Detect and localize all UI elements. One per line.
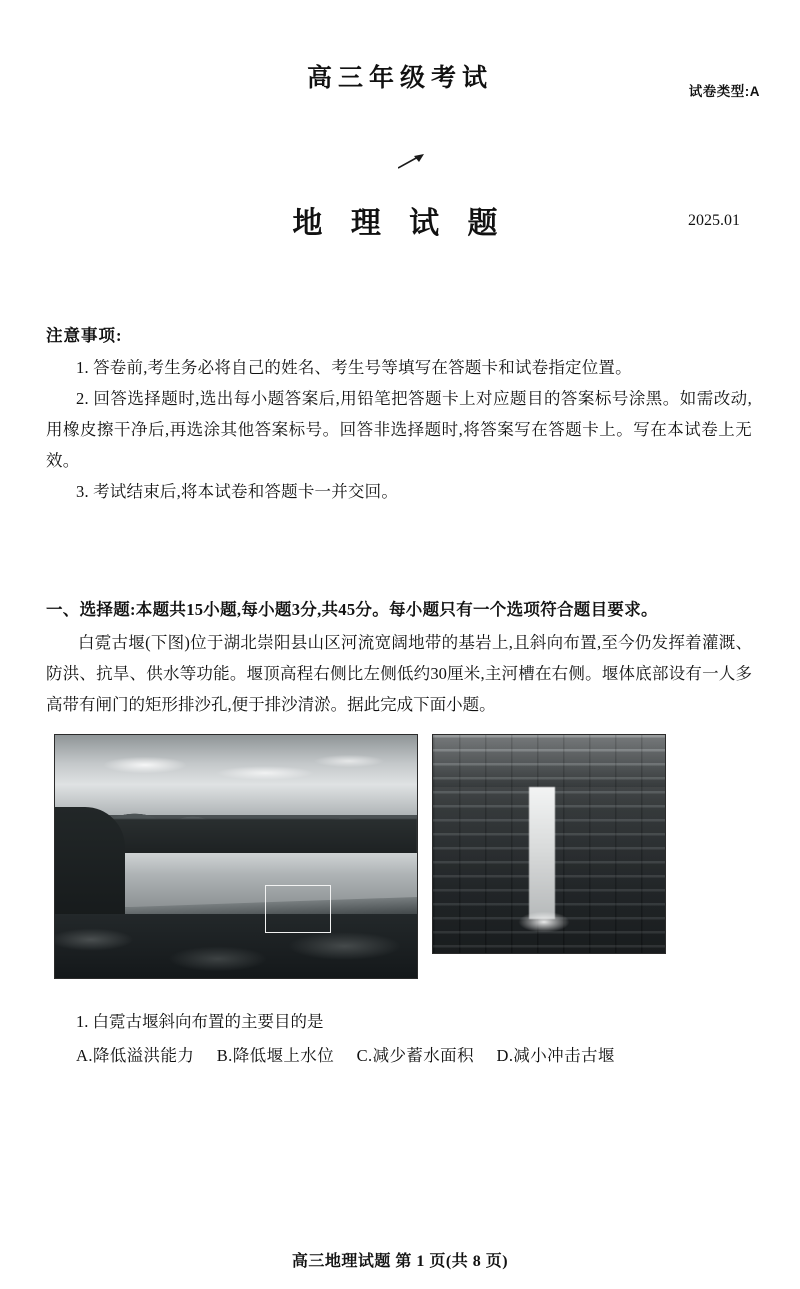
photo-clouds [85, 749, 385, 789]
question-1-options [36, 1039, 764, 1073]
question-1-option-d[interactable]: D.减小冲击古堰 [496, 1046, 615, 1065]
section-heading: 一、选择题:本题共15小题,每小题3分,共45分。每小题只有一个选项符合题目要求。 [46, 600, 658, 619]
photo-splash [513, 907, 575, 937]
paper-type-label: 试卷类型:A [688, 84, 760, 99]
notice-block [36, 322, 764, 507]
question-passage: 白霓古堰(下图)位于湖北崇阳县山区河流宽阔地带的基岩上,且斜向布置,至今仍发挥着灌溉、防洪、抗旱、供水等功能。堰顶高程右侧比左侧低约30厘米,主河槽在右侧。堰体底部设有一人多高带有闸门的矩形排沙孔,便于排沙清淤。据此完成下面小题。 [46, 633, 752, 714]
photo-foreground-rocks [55, 914, 417, 978]
question-1-stem: 1. 白霓古堰斜向布置的主要目的是 [76, 1012, 324, 1031]
page-footer: 高三地理试题 第 1 页(共 8 页) [291, 1253, 509, 1270]
question-1-option-c[interactable]: C.减少蓄水面积 [356, 1046, 474, 1065]
question-1-option-b[interactable]: B.降低堰上水位 [216, 1046, 335, 1065]
photo-waterfall [529, 787, 555, 919]
exam-paper-page [0, 58, 800, 1289]
arrow-icon [398, 154, 424, 172]
photo-right-detail [432, 734, 666, 954]
photo-left-vegetation [55, 807, 125, 917]
subject-row [36, 198, 764, 244]
figure-row [36, 734, 764, 979]
notice-item-3: 3. 考试结束后,将本试卷和答题卡一并交回。 [76, 482, 399, 501]
notice-title: 注意事项: [46, 326, 123, 345]
notice-item-2: 2. 回答选择题时,选出每小题答案后,用铅笔把答题卡上对应题目的答案标号涂黑。如需改动,用橡皮擦干净后,再选涂其他答案标号。回答非选择题时,将答案写在答题卡上。写在本试卷上无效。 [46, 389, 752, 470]
photo-left-panorama [54, 734, 418, 979]
exam-title: 高三年级考试 [306, 64, 493, 92]
question-1-option-a[interactable]: A.降低溢洪能力 [76, 1046, 195, 1065]
exam-date: 2025.01 [688, 212, 740, 229]
notice-item-1: 1. 答卷前,考生务必将自己的姓名、考生号等填写在答题卡和试卷指定位置。 [76, 358, 632, 377]
subject-title: 地 理 试 题 [292, 207, 508, 240]
photo-detail-highlight-box [265, 885, 331, 933]
